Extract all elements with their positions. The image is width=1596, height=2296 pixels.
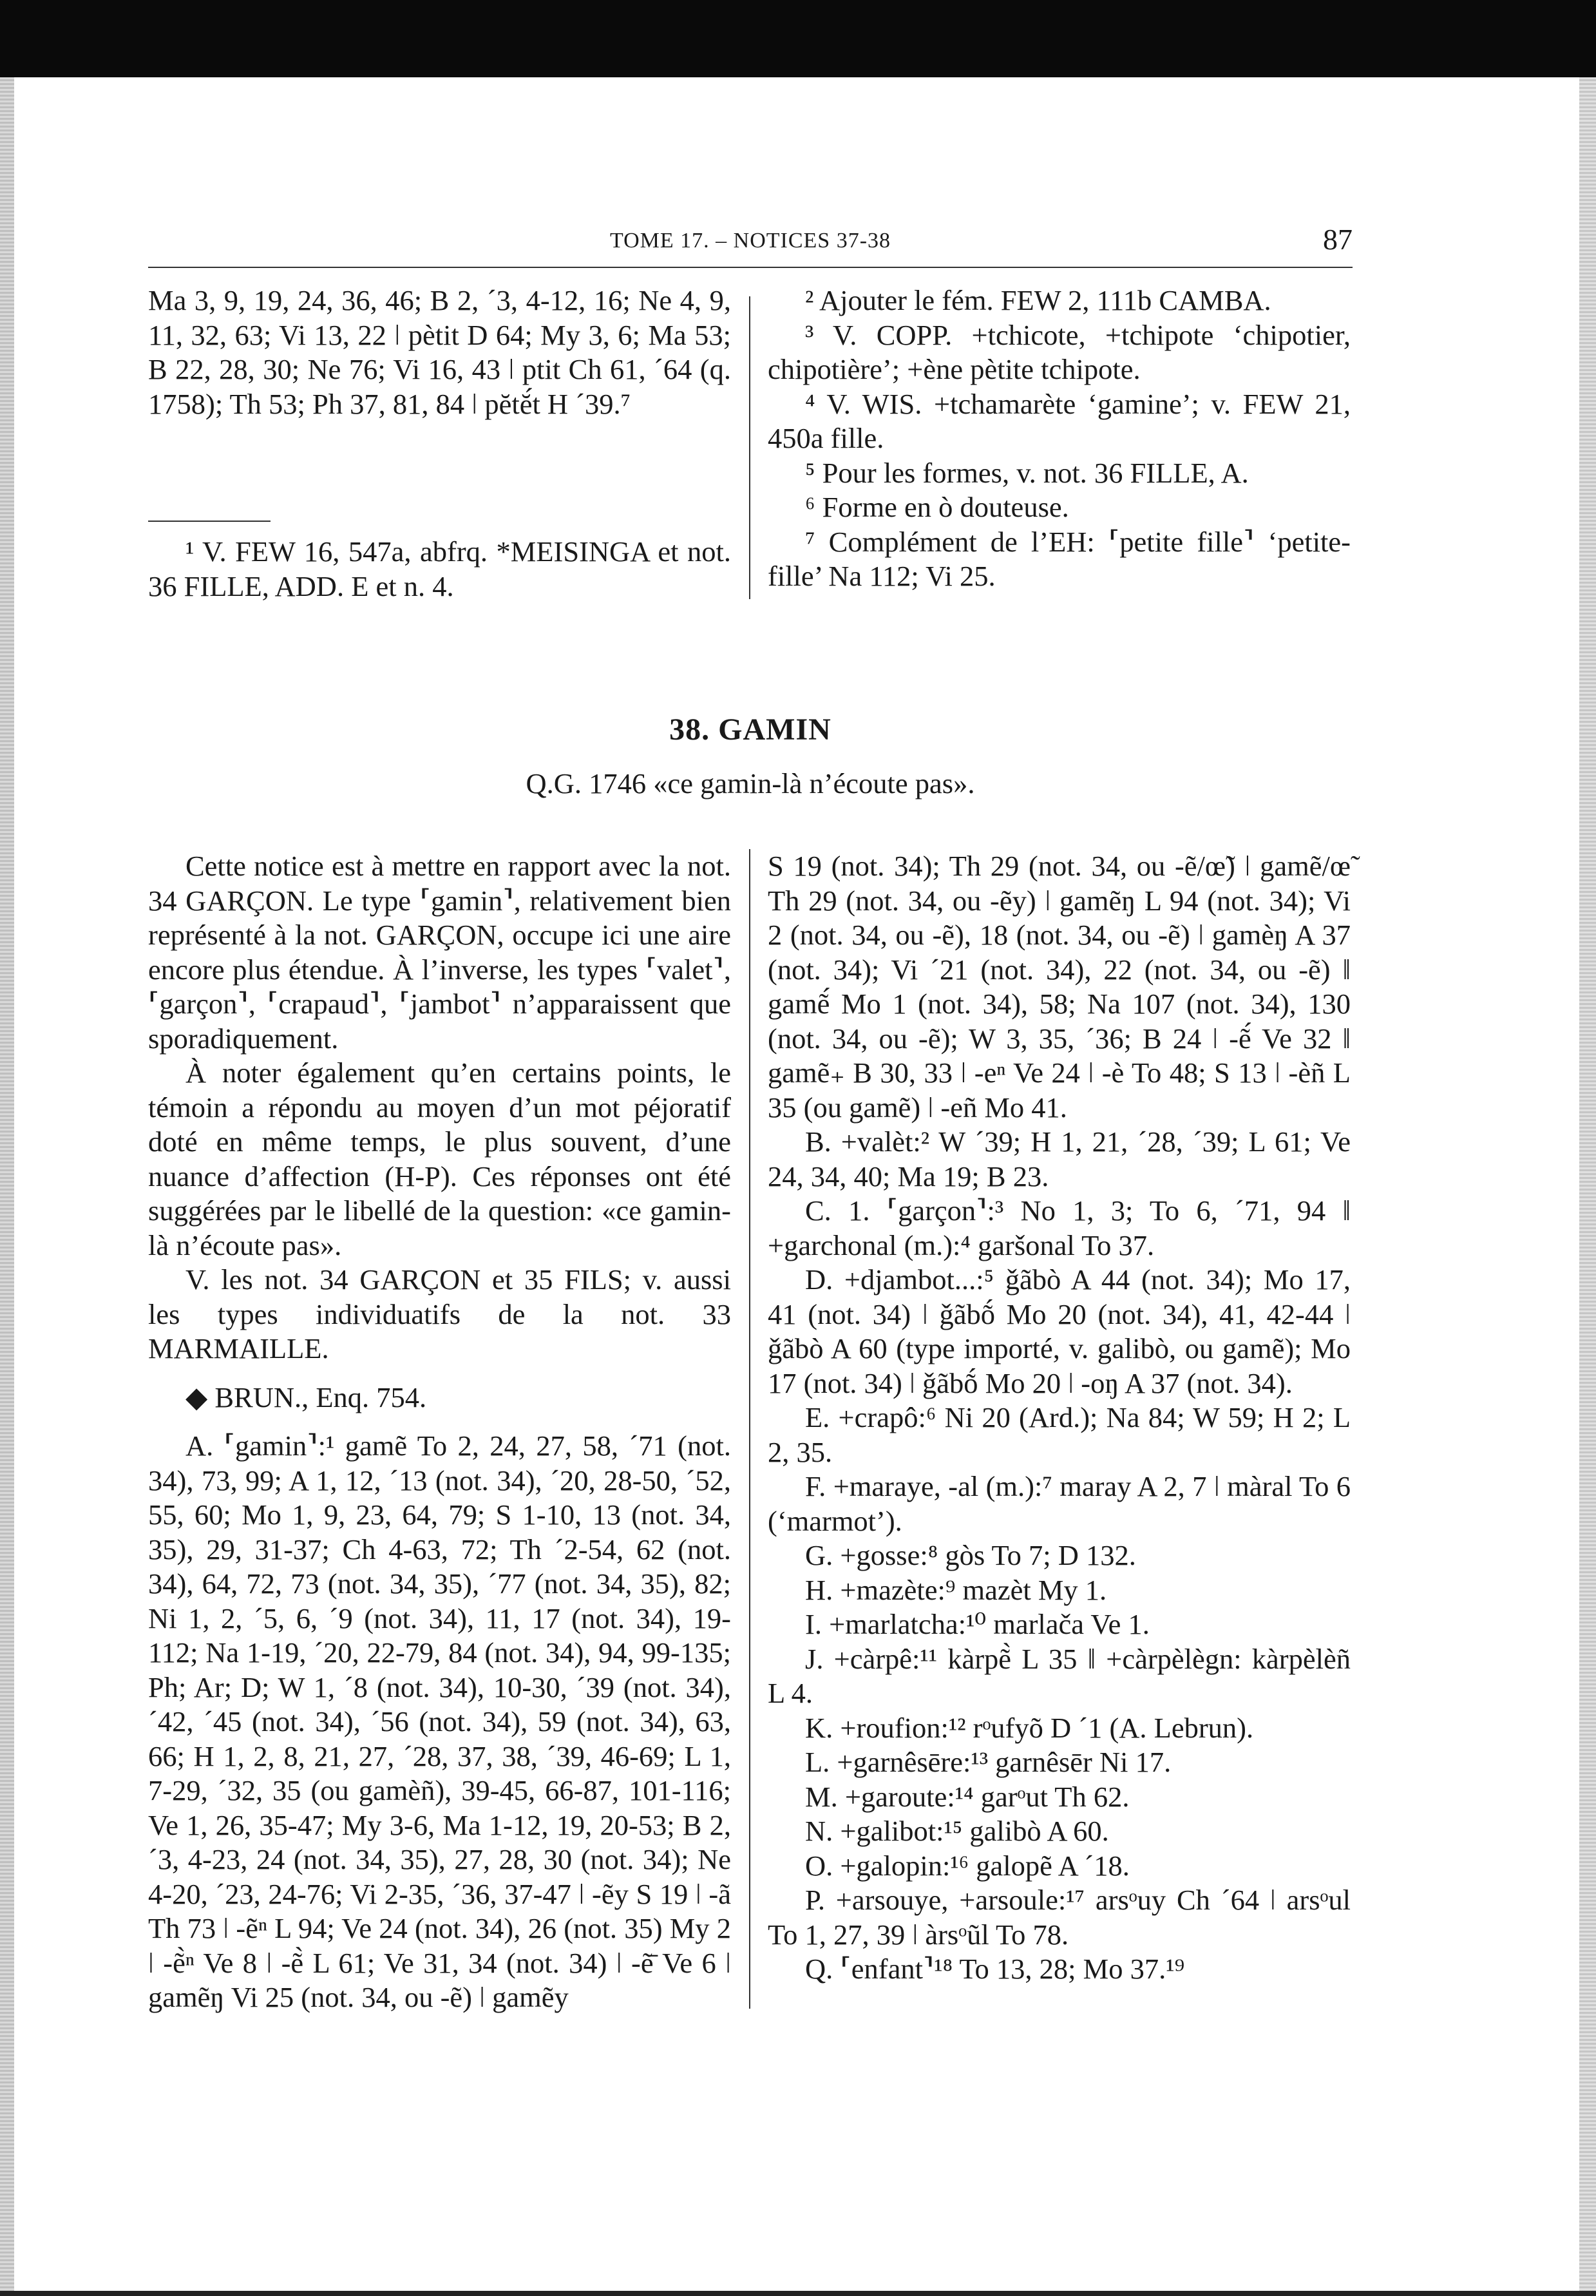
scan-right-edge (1579, 77, 1596, 2296)
footnote-2: ² Ajouter le fém. FEW 2, 111b CAMBA. (805, 284, 1271, 316)
footnote-6: ⁶ Forme en ò douteuse. (805, 491, 1069, 523)
type-a-continued: S 19 (not. 34); Th 29 (not. 34, ou -ẽ/œ̃) ǀ gamẽ/œ̃ Th 29 (not. 34, ou -ẽy) ǀ gamẽŋ L 94 (not. 34); Vi 2 (not. 34, ou -ẽ), 18 (not. 34, ou -ẽ) ǀ gamèŋ A 37 (not. 34); Vi ´21 (not. 34), 22 (not. 34, ou -ẽ) ǁ gamẽ́ Mo 1 (not. 34), 58; Na 107 (not. 34), 130 (not. 34, ou -ẽ); W 3, 35, ´36; B 24 ǀ -ẽ́ Ve 32 ǁ gamẽ₊ B 30, 33 ǀ -eⁿ Ve 24 ǀ -è To 48; S 13 ǀ -èñ L 35 (ou gamẽ) ǀ -eñ Mo 41. (768, 850, 1351, 1124)
notice-title: 38. GAMIN (669, 713, 831, 747)
note-paragraph: À noter également qu’en certains points, le témoin a répondu au moyen d’un mot péjoratif doté en même temps, le plus souvent, d’une nuance d’affection (H-P). Ces réponses ont été suggérées par le libellé de la question: «ce gamin-là n’écoute pas». (148, 1057, 731, 1261)
type-m-garoute: M. +garoute:¹⁴ garᵒut Th 62. (805, 1780, 1130, 1813)
cross-reference-paragraph: V. les not. 34 GARÇON et 35 FILS; v. aussi les types individuatifs de la not. 33 MARMAILLE. (148, 1263, 731, 1364)
type-n-galibot: N. +galibot:¹⁵ galibò A 60. (805, 1815, 1109, 1847)
type-j-carpe: J. +càrpê:¹¹ kàrpẽ̀ L 35 ǁ +càrpèlègn: kàrpèlèñ L 4. (768, 1642, 1351, 1709)
running-header-title: TOME 17. – NOTICES 37-38 (609, 229, 891, 253)
type-c-garcon: C. 1. ⸢garçon⸣:³ No 1, 3; To 6, ´71, 94 ǁ +garchonal (m.):⁴ garšonal To 37. (768, 1194, 1351, 1261)
type-q-enfant: Q. ⸢enfant⸣¹⁸ To 13, 28; Mo 37.¹⁹ (805, 1953, 1185, 1985)
running-header (148, 222, 1353, 267)
prev-notice-forms: Ma 3, 9, 19, 24, 36, 46; B 2, ´3, 4-12, 16; Ne 4, 9, 11, 32, 63; Vi 13, 22 ǀ pètit D 64; My 3, 6; Ma 53; B 22, 28, 30; Ne 76; Vi 16, 43 ǀ ptit Ch 61, ´64 (q. 1758); Th 53; Ph 37, 81, 84 ǀ pĕtĕ́t H ´39.⁷ (148, 284, 731, 420)
type-a-gamin: A. ⸢gamin⸣:¹ gamẽ To 2, 24, 27, 58, ´71 (not. 34), 73, 99; A 1, 12, ´13 (not. 34), ´20, 28-50, ´52, 55, 60; Mo 1, 9, 23, 64, 79; S 1-10, 13 (not. 34, 35), 29, 31-37; Ch 4-63, 72; Th ´2-54, 62 (not. 34), 64, 72, 73 (not. 34, 35), ´77 (not. 34, 35), 82; Ni 1, 2, ´5, 6, ´9 (not. 34), 11, 17 (not. 34), 19-112; Na 1-19, ´20, 22-79, 84 (not. 34), 94, 99-135; Ph; Ar; D; W 1, ´8 (not. 34), 10-30, ´39 (not. 34), ´42, ´45 (not. 34), ´56 (not. 34), 59 (not. 34), 63, 66; H 1, 2, 8, 21, 27, ´28, 37, 38, ´39, 46-69; L 1, 7-29, ´32, 35 (ou gamèñ), 39-45, 66-87, 101-116; Ve 1, 26, 35-47; My 3-6, Ma 1-12, 19, 20-53; B 2, ´3, 4-23, 24 (not. 34, 35), 27, 28, 30 (not. 34); Ne 4-20, ´23, 24-76; Vi 2-35, ´36, 37-47 ǀ -ẽy S 19 ǀ -ã Th 73 ǀ -ẽⁿ L 94; Ve 24 (not. 34), 26 (not. 35) My 2 ǀ -ẽ̀ⁿ Ve 8 ǀ -ẽ̀ L 61; Ve 31, 34 (not. 34) ǀ -ẽ̄ Ve 6 ǀ gamẽŋ Vi 25 (not. 34, ou -ẽ) ǀ gamẽy (148, 1430, 731, 2013)
type-i-marlatcha: I. +marlatcha:¹⁰ marlača Ve 1. (805, 1608, 1150, 1640)
footnotes-left (148, 535, 731, 604)
type-k-roufion: K. +roufion:¹² rᵒufyõ D ´1 (A. Lebrun). (805, 1711, 1254, 1744)
column-divider-bottom (749, 849, 750, 2009)
footnote-5: ⁵ Pour les formes, v. not. 36 FILLE, A. (805, 456, 1249, 489)
page-number: 87 (1323, 223, 1353, 256)
footnotes-right (768, 283, 1351, 594)
intro-paragraph: Cette notice est à mettre en rapport avec la not. 34 GARÇON. Le type ⸢gamin⸣, relativement bien représenté à la not. GARÇON, occupe ici une aire encore plus étendue. À l’inverse, les types ⸢valet⸣, ⸢garçon⸣, ⸢crapaud⸣, ⸢jambot⸣ n’apparaissent que sporadiquement. (148, 850, 731, 1055)
scan-top-border (0, 0, 1596, 77)
type-d-djambot: D. +djambot...:⁵ ǧãbò A 44 (not. 34); Mo 17, 41 (not. 34) ǀ ǧãbṍ Mo 20 (not. 34), 41, 42-44 ǀ ǧãbò A 60 (type importé, v. galibò, ou gamẽ); Mo 17 (not. 34) ǀ ǧãbṍ Mo 20 ǀ -oŋ A 37 (not. 34). (768, 1263, 1351, 1399)
prev-notice-text-left (148, 283, 731, 421)
footnote-4: ⁴ V. WIS. +tchamarète ‘gamine’; v. FEW 21, 450a fille. (768, 387, 1351, 454)
footnote-1: ¹ V. FEW 16, 547a, abfrq. *MEISINGA et not. 36 FILLE, ADD. E et n. 4. (148, 535, 731, 602)
type-h-mazete: H. +mazète:⁹ mazèt My 1. (805, 1573, 1107, 1606)
footnote-3: ³ V. COPP. +tchicote, +tchipote ‘chipotier, chipotière’; +ène pètite tchipote. (768, 318, 1351, 385)
type-e-crapo: E. +crapô:⁶ Ni 20 (Ard.); Na 84; W 59; H 2; L 2, 35. (768, 1401, 1351, 1468)
header-rule (148, 267, 1353, 268)
bibliography-line: ◆ BRUN., Enq. 754. (185, 1381, 427, 1413)
type-o-galopin: O. +galopin:¹⁶ galopẽ A ´18. (805, 1849, 1130, 1882)
notice-left-column (148, 849, 731, 2015)
type-p-arsouye: P. +arsouye, +arsoule:¹⁷ arsᵒuy Ch ´64 ǀ arsᵒul To 1, 27, 39 ǀ àrsᵒũl To 78. (768, 1884, 1351, 1951)
footnote-separator (148, 521, 271, 522)
scan-left-edge (0, 77, 14, 2296)
type-b-valet: B. +valèt:² W ´39; H 1, 21, ´28, ´39; L 61; Ve 24, 34, 40; Ma 19; B 23. (768, 1125, 1351, 1192)
type-g-gosse: G. +gosse:⁸ gòs To 7; D 132. (805, 1539, 1136, 1571)
notice-question: Q.G. 1746 «ce gamin-là n’écoute pas». (526, 767, 975, 799)
footnote-7: ⁷ Complément de l’EH: ⸢petite fille⸣ ‘petite-fille’ Na 112; Vi 25. (768, 525, 1351, 592)
notice-right-column (768, 849, 1351, 1987)
column-divider-top (749, 296, 750, 599)
type-l-garnesere: L. +garnêsēre:¹³ garnêsēr Ni 17. (805, 1746, 1172, 1778)
type-f-maraye: F. +maraye, -al (m.):⁷ maray A 2, 7 ǀ màral To 6 (‘marmot’). (768, 1470, 1351, 1537)
scan-bottom-edge (0, 2291, 1596, 2296)
